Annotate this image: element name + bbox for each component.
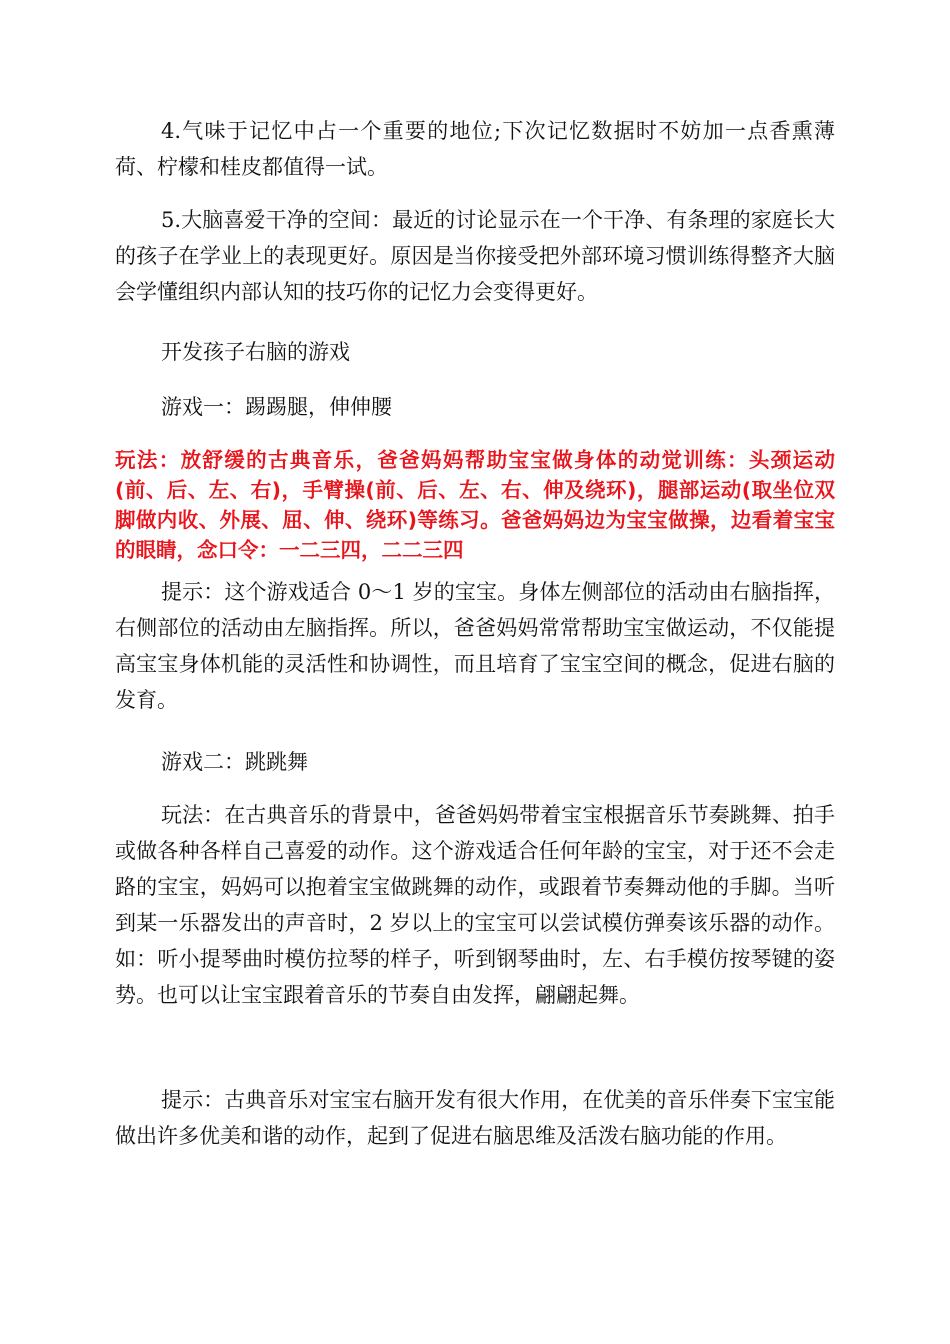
game-two-title: 游戏二：跳跳舞 bbox=[161, 750, 308, 774]
game-two-tip: 提示：古典音乐对宝宝右脑开发有很大作用，在优美的音乐伴奏下宝宝能做出许多优美和谐的动作，起到了促进右脑思维及活泼右脑功能的作用。 bbox=[115, 1088, 835, 1148]
paragraph-scent-memory: 4.气味于记忆中占一个重要的地位;下次记忆数据时不妨加一点香熏薄荷、柠檬和桂皮都值得一试。 bbox=[115, 119, 835, 179]
game-one-tip: 提示：这个游戏适合 0～1 岁的宝宝。身体左侧部位的活动由右脑指挥，右侧部位的活动由左脑指挥。所以，爸爸妈妈常常帮助宝宝做运动，不仅能提高宝宝身体机能的灵活性和协调性，而且培育了宝宝空间的概念，促进右脑的发育。 bbox=[115, 580, 835, 712]
game-one-title: 游戏一：踢踢腿，伸伸腰 bbox=[161, 395, 392, 419]
paragraph-clean-space: 5.大脑喜爱干净的空间：最近的讨论显示在一个干净、有条理的家庭长大的孩子在学业上的表现更好。原因是当你接受把外部环境习惯训练得整齐大脑会学懂组织内部认知的技巧你的记忆力会变得更好。 bbox=[115, 208, 835, 304]
section-heading-right-brain-games: 开发孩子右脑的游戏 bbox=[161, 340, 350, 364]
game-two-instructions: 玩法：在古典音乐的背景中，爸爸妈妈带着宝宝根据音乐节奏跳舞、拍手或做各种各样自己喜爱的动作。这个游戏适合任何年龄的宝宝，对于还不会走路的宝宝，妈妈可以抱着宝宝做跳舞的动作，或跟着节奏舞动他的手脚。当听到某一乐器发出的声音时，2 岁以上的宝宝可以尝试模仿弹奏该乐器的动作。如：听小提琴曲时模仿拉琴的样子，听到钢琴曲时，左、右手模仿按琴键的姿势。也可以让宝宝跟着音乐的节奏自由发挥，翩翩起舞。 bbox=[115, 803, 835, 1007]
game-one-instructions-highlighted: 玩法：放舒缓的古典音乐，爸爸妈妈帮助宝宝做身体的动觉训练：头颈运动(前、后、左、右)，手臂操(前、后、左、右、伸及绕环)，腿部运动(取坐位双脚做内收、外展、屈、伸、绕环)等练习。爸爸妈妈边为宝宝做操，边看着宝宝的眼睛，念口令：一二三四，二二三四 bbox=[115, 448, 835, 562]
